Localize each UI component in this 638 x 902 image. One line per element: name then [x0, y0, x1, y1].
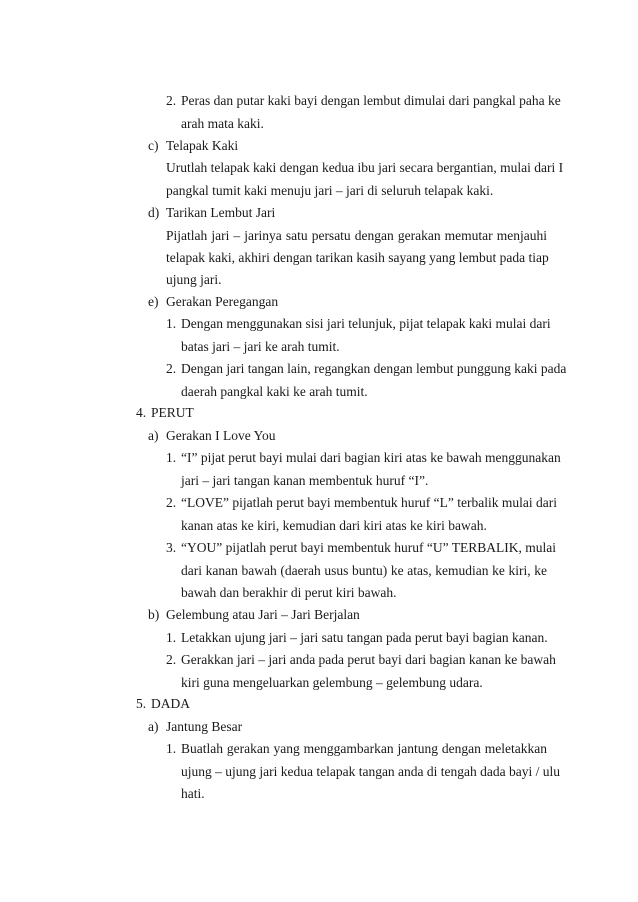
section-marker: a)	[148, 719, 159, 734]
list-marker: 1.	[166, 450, 177, 465]
section-heading: Gerakan Peregangan	[166, 294, 279, 309]
paragraph-line: daerah pangkal kaki ke arah tumit.	[181, 384, 368, 399]
section-heading: Gerakan I Love You	[166, 428, 276, 443]
list-marker: 2.	[166, 652, 177, 667]
paragraph-line: Peras dan putar kaki bayi dengan lembut dimulai dari pangkal paha ke	[181, 93, 561, 108]
paragraph-line: Dengan jari tangan lain, regangkan dengan lembut punggung kaki pada	[181, 361, 567, 376]
list-marker: 2.	[166, 495, 177, 510]
list-marker: 1.	[166, 316, 177, 331]
paragraph-line: jari – jari tangan kanan membentuk huruf “I”.	[181, 473, 429, 488]
section-heading: Jantung Besar	[166, 719, 243, 734]
paragraph-line: pangkal tumit kaki menuju jari – jari di seluruh telapak kaki.	[166, 183, 494, 198]
paragraph-line: kanan atas ke kiri, kemudian dari kiri atas ke kiri bawah.	[181, 518, 487, 533]
paragraph-line: telapak kaki, akhiri dengan tarikan kasih sayang yang lembut pada tiap	[166, 250, 549, 265]
paragraph-line: batas jari – jari ke arah tumit.	[181, 339, 340, 354]
paragraph-line: “YOU” pijatlah perut bayi membentuk huruf “U” TERBALIK, mulai	[181, 540, 557, 555]
paragraph-line: dari kanan bawah (daerah usus buntu) ke atas, kemudian ke kiri, ke	[181, 563, 547, 578]
paragraph-line: Pijatlah jari – jarinya satu persatu dengan gerakan memutar menjauhi	[166, 228, 547, 243]
section-heading: Gelembung atau Jari – Jari Berjalan	[166, 607, 360, 622]
paragraph-line: arah mata kaki.	[181, 116, 264, 131]
paragraph-line: Urutlah telapak kaki dengan kedua ibu jari secara bergantian, mulai dari I	[166, 160, 564, 175]
paragraph-line: ujung – ujung jari kedua telapak tangan anda di tengah dada bayi / ulu	[181, 764, 561, 779]
list-marker: 1.	[166, 741, 177, 756]
section-marker: b)	[148, 607, 160, 622]
chapter-heading: PERUT	[151, 405, 194, 420]
section-heading: Tarikan Lembut Jari	[166, 205, 276, 220]
section-heading: Telapak Kaki	[166, 138, 239, 153]
paragraph-line: “I” pijat perut bayi mulai dari bagian kiri atas ke bawah menggunakan	[181, 450, 561, 465]
section-marker: c)	[148, 138, 159, 153]
paragraph-line: Dengan menggunakan sisi jari telunjuk, pijat telapak kaki mulai dari	[181, 316, 551, 331]
paragraph-line: hati.	[181, 786, 205, 801]
paragraph-line: Gerakkan jari – jari anda pada perut bayi dari bagian kanan ke bawah	[181, 652, 556, 667]
list-marker: 2.	[166, 93, 177, 108]
paragraph-line: kiri guna mengeluarkan gelembung – gelembung udara.	[181, 675, 483, 690]
section-marker: d)	[148, 205, 160, 220]
paragraph-line: bawah dan berakhir di perut kiri bawah.	[181, 585, 397, 600]
paragraph-line: Buatlah gerakan yang menggambarkan jantung dengan meletakkan	[181, 741, 547, 756]
paragraph-line: ujung jari.	[166, 272, 222, 287]
paragraph-line: Letakkan ujung jari – jari satu tangan pada perut bayi bagian kanan.	[181, 630, 548, 645]
chapter-marker: 5.	[136, 696, 147, 711]
chapter-heading: DADA	[151, 696, 190, 711]
section-marker: a)	[148, 428, 159, 443]
section-marker: e)	[148, 294, 159, 309]
paragraph-line: “LOVE” pijatlah perut bayi membentuk huruf “L” terbalik mulai dari	[181, 495, 557, 510]
list-marker: 3.	[166, 540, 177, 555]
list-marker: 1.	[166, 630, 177, 645]
list-marker: 2.	[166, 361, 177, 376]
chapter-marker: 4.	[136, 405, 147, 420]
